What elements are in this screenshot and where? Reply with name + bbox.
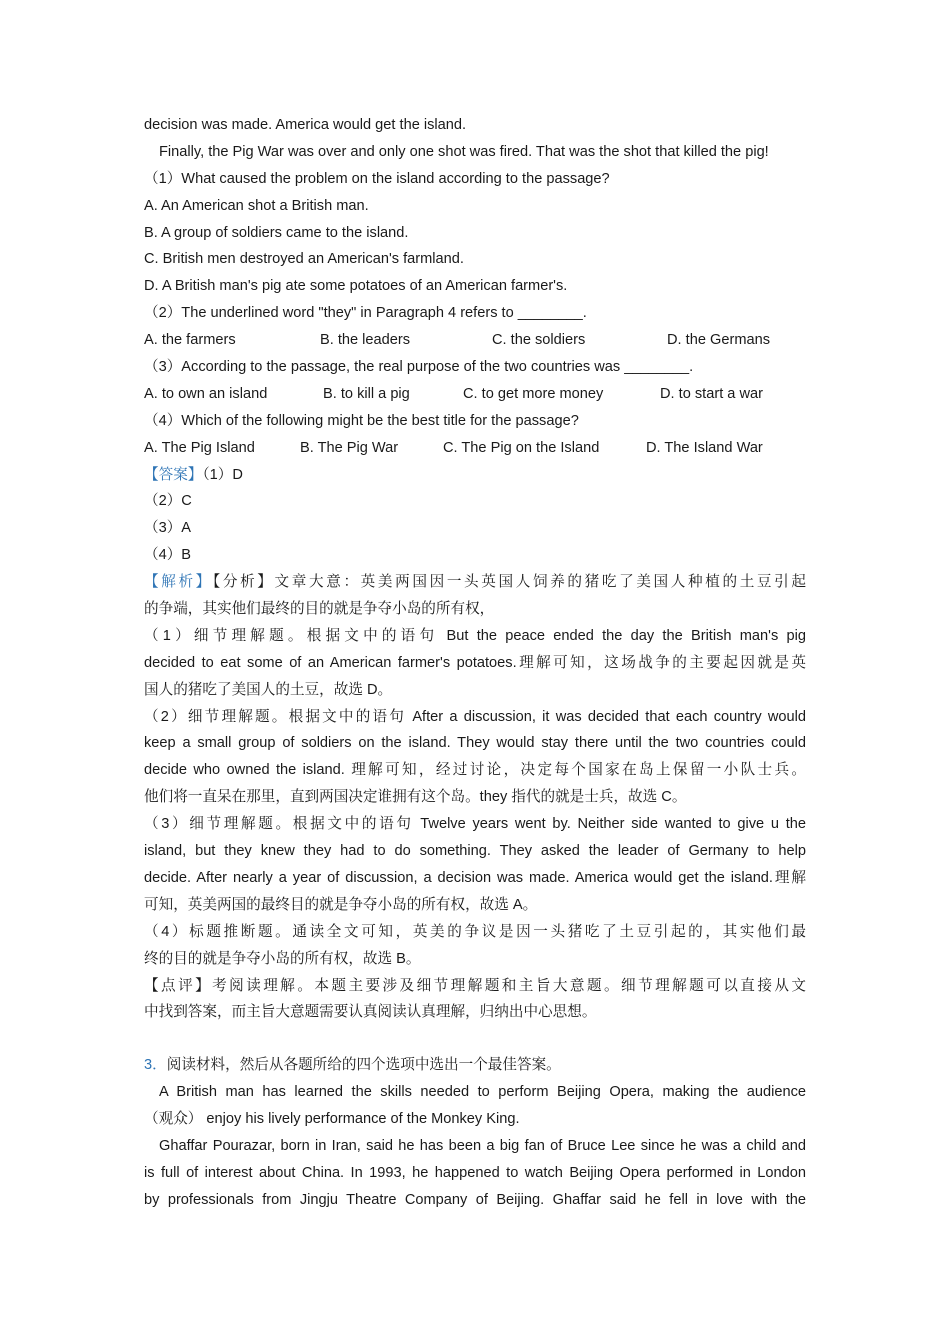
passage-line: A British man has learned the skills needed to perform Beijing Opera, making the audience [159, 1084, 806, 1101]
question-option: B. the leaders [320, 332, 411, 349]
analysis-line: 终的目的就是争夺小岛的所有权，故选 B。 [144, 950, 421, 967]
analysis-line: 国人的猪吃了美国人的土豆，故选 D。 [144, 681, 393, 698]
question-option: A. The Pig Island [144, 439, 255, 456]
question-stem: （2）The underlined word "they" in Paragraph 4 refers to ________. [144, 305, 587, 322]
answer-line: （2）C [144, 493, 192, 510]
question-option: A. to own an island [144, 385, 268, 402]
document-page [144, 112, 806, 1214]
analysis-line: 可知，英美两国的最终目的就是争夺小岛的所有权，故选 A。 [144, 896, 538, 913]
option-row [144, 327, 806, 354]
question-option: C. British men destroyed an American's farmland. [144, 251, 464, 268]
question-stem: （4）Which of the following might be the best title for the passage? [144, 412, 579, 429]
answer-line [144, 462, 806, 489]
answer-line: （4）B [144, 547, 192, 564]
option-row [144, 381, 806, 408]
comment-line: 【点评】考阅读理解。本题主要涉及细节理解题和主旨大意题。细节理解题可以直接从文 [144, 977, 806, 994]
analysis-line: （4）标题推断题。通读全文可知，英美的争议是因一头猪吃了土豆引起的，其实他们最 [144, 923, 806, 940]
question-option: D. to start a war [660, 385, 763, 402]
question-stem: （1）What caused the problem on the island according to the passage? [144, 170, 610, 187]
question-option: D. the Germans [667, 332, 771, 349]
analysis-line: decided to eat some of an American farmer's potatoes.理解可知，这场战争的主要起因就是英 [144, 654, 806, 671]
analysis-line: （3）细节理解题。根据文中的语句 Twelve years went by. Neither side wanted to give u the [144, 816, 806, 833]
question-option: C. to get more money [463, 385, 604, 402]
question-number: 3． [144, 1057, 167, 1074]
analysis-line: （1）细节理解题。根据文中的语句 But the peace ended the day the British man's pig [144, 627, 806, 644]
question-option: B. A group of soldiers came to the island. [144, 224, 409, 241]
passage-line: （观众） enjoy his lively performance of the Monkey King. [144, 1111, 520, 1128]
analysis-line: decide who owned the island. 理解可知，经过讨论，决定每个国家在岛上保留一小队士兵。 [144, 762, 806, 779]
question-option: B. The Pig War [300, 439, 399, 456]
answer-line: （3）A [144, 520, 192, 537]
question-option: B. to kill a pig [323, 385, 410, 402]
passage-line: by professionals from Jingju Theatre Company of Beijing. Ghaffar said he fell in love with the [144, 1191, 806, 1208]
analysis-line [144, 569, 806, 596]
question-instruction: 阅读材料，然后从各题所给的四个选项中选出一个最佳答案。 [166, 1057, 561, 1074]
analysis-line: （2）细节理解题。根据文中的语句 After a discussion, it was decided that each country would [144, 708, 806, 725]
analysis-tag: 【解析】 [144, 574, 213, 591]
analysis-line: island, but they knew they had to do something. They asked the leader of Germany to help [144, 843, 806, 860]
option-row [144, 435, 806, 462]
question-option: A. the farmers [144, 332, 236, 349]
answer-value: （1）D [202, 466, 243, 483]
question-heading [144, 1052, 806, 1079]
question-option: C. The Pig on the Island [443, 439, 600, 456]
analysis-line: keep a small group of soldiers on the island. They would stay there until the two countries could [144, 735, 806, 752]
question-option: C. the soldiers [492, 332, 586, 349]
analysis-line: 他们将一直呆在那里，直到两国决定谁拥有这个岛。they 指代的就是士兵，故选 C。 [144, 789, 687, 806]
section-spacer [144, 1026, 806, 1052]
passage-line: decision was made. America would get the island. [144, 117, 467, 133]
answer-tag: 【答案】 [144, 466, 203, 483]
comment-line: 中找到答案，而主旨大意题需要认真阅读认真理解，归纳出中心思想。 [144, 1004, 597, 1021]
question-stem: （3）According to the passage, the real purpose of the two countries was ________. [144, 359, 694, 376]
question-option: A. An American shot a British man. [144, 197, 369, 214]
question-option: D. The Island War [646, 439, 763, 456]
passage-line: is full of interest about China. In 1993, he happened to watch Beijing Opera performed in London [144, 1164, 806, 1181]
analysis-text: 【分析】文章大意：英美两国因一头英国人饲养的猪吃了美国人种植的土豆引起 [212, 574, 806, 591]
passage-line: Ghaffar Pourazar, born in Iran, said he has been a big fan of Bruce Lee since he was a child and [159, 1137, 806, 1154]
passage-line: Finally, the Pig War was over and only one shot was fired. That was the shot that killed the pig! [159, 143, 769, 160]
question-option: D. A British man's pig ate some potatoes of an American farmer's. [144, 278, 568, 295]
analysis-line: decide. After nearly a year of discussion, a decision was made. America would get the island.理解 [144, 869, 806, 886]
analysis-line: 的争端，其实他们最终的目的就是争夺小岛的所有权， [144, 601, 495, 618]
